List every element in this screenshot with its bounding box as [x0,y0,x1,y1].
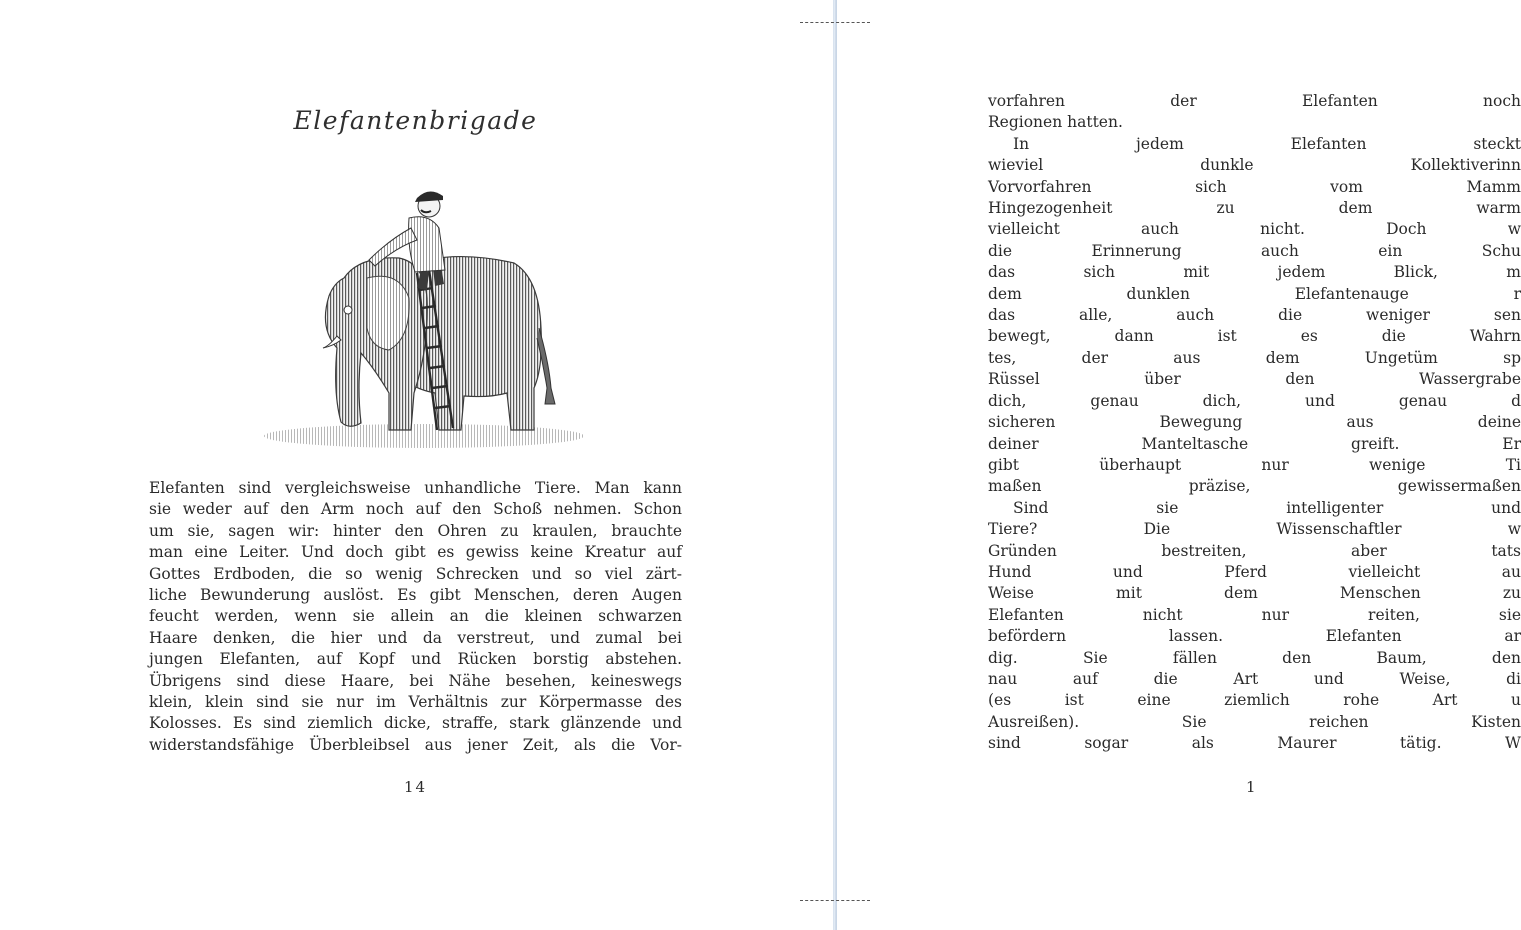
body-line: In jedem Elefanten steckt [1013,134,1521,153]
body-line: Rüssel über den Wassergrabe [988,370,1521,389]
body-line: Kolosses. Es sind ziemlich dicke, straffe, stark glänzende und [149,714,682,733]
body-line: das alle, auch die weniger sen [988,306,1521,325]
body-line: Vorvorfahren sich vom Mamm [988,177,1521,196]
body-line: deiner Manteltasche greift. Er [988,434,1521,453]
body-line: man eine Leiter. Und doch gibt es gewiss keine Kreatur auf [149,543,682,562]
body-line: nau auf die Art und Weise, di [988,669,1521,688]
page-number-left: 14 [403,778,428,796]
body-line: Übrigens sind diese Haare, bei Nähe besehen, keineswegs [149,671,682,690]
body-line: tes, der aus dem Ungetüm sp [988,348,1521,367]
body-line: Elefanten sind vergleichsweise unhandliche Tiere. Man kann [149,479,682,497]
body-line: vorfahren der Elefanten noch [988,92,1521,110]
body-line: Elefanten nicht nur reiten, sie [988,605,1521,624]
body-line: Hingezogenheit zu dem warm [988,199,1521,218]
body-line: widerstandsfähige Überbleibsel aus jener Zeit, als die Vor- [149,735,682,754]
body-line: Regionen hatten. [988,113,1123,132]
chapter-title: Elefantenbrigade [293,106,538,135]
body-line: um sie, sagen wir: hinter den Ohren zu kraulen, brauchte [149,521,682,540]
body-line: sind sogar als Maurer tätig. W [988,734,1521,753]
body-line: jungen Elefanten, auf Kopf und Rücken borstig abstehen. [149,650,682,669]
left-page [149,0,682,930]
body-line: Tiere? Die Wissenschaftler w [988,520,1521,539]
body-line: die Erinnerung auch ein Schu [988,241,1521,260]
right-page-body-text [988,91,1521,755]
spread-gutter-line [833,0,837,930]
elephant-zookeeper-illustration [249,178,589,456]
body-line: das sich mit jedem Blick, m [988,263,1521,282]
body-line: Weise mit dem Menschen zu [988,584,1521,603]
body-line: Haare denken, die hier und da verstreut, und zumal bei [149,628,682,647]
body-line: wieviel dunkle Kollektiverinn [988,156,1521,175]
body-line: Hund und Pferd vielleicht au [988,562,1521,581]
right-page [988,0,1521,930]
body-line: sie weder auf den Arm noch auf den Schoß nehmen. Schon [149,500,682,519]
body-line: befördern lassen. Elefanten ar [988,627,1521,646]
body-line: sicheren Bewegung aus deine [988,413,1521,432]
body-line: maßen präzise, gewissermaßen [988,477,1521,496]
body-line: gibt überhaupt nur wenige Ti [988,455,1521,474]
body-line: dig. Sie fällen den Baum, den [988,648,1521,667]
body-line: feucht werden, wenn sie allein an die kleinen schwarzen [149,607,682,626]
body-line: Gottes Erdboden, die so wenig Schrecken und so viel zärt- [149,564,682,583]
chapter-body-text [149,478,682,756]
body-line: dich, genau dich, und genau d [988,391,1521,410]
body-line: (es ist eine ziemlich rohe Art u [988,691,1521,710]
body-line: vielleicht auch nicht. Doch w [988,220,1521,239]
page-number-right: 1 [1246,778,1256,796]
body-line: dem dunklen Elefantenauge r [988,284,1521,303]
body-line: bewegt, dann ist es die Wahrn [988,327,1521,346]
body-line: liche Bewunderung auslöst. Es gibt Menschen, deren Augen [149,586,682,605]
crop-mark-top [800,22,870,23]
body-line: Ausreißen). Sie reichen Kisten [988,712,1521,731]
body-line: klein, klein sind sie nur im Verhältnis zur Körpermasse des [149,693,682,712]
body-line: Gründen bestreiten, aber tats [988,541,1521,560]
crop-mark-bottom [800,900,870,901]
body-line: Sind sie intelligenter und [1013,498,1521,517]
